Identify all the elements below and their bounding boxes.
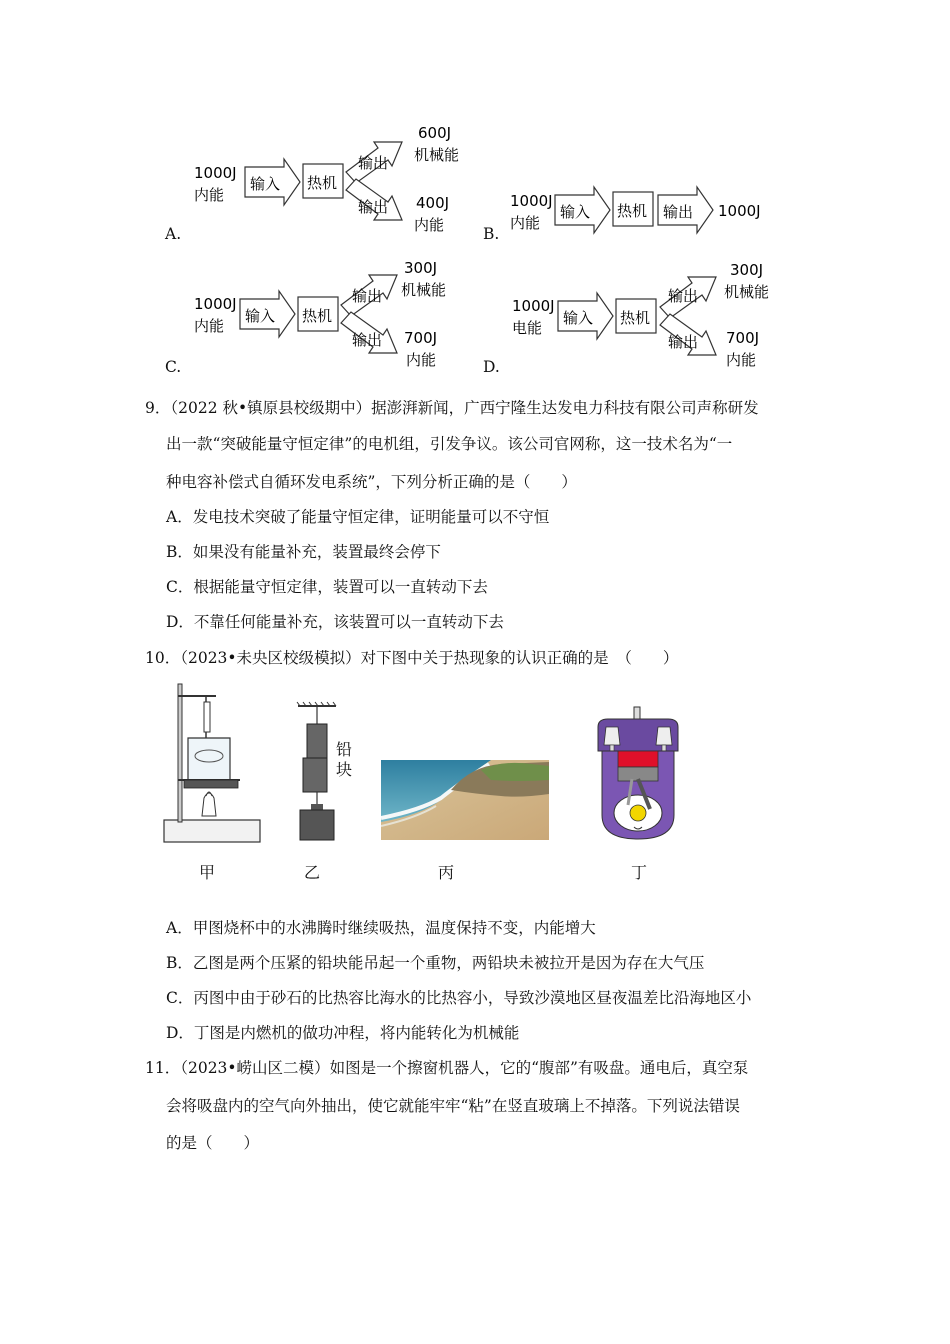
output-label-bottom: 输出 [668, 333, 699, 351]
q10-option-b: B．乙图是两个压紧的铅块能吊起一个重物，两铅块未被拉开是因为存在大气压 [166, 954, 705, 972]
option-letter-a: A. [165, 225, 182, 243]
out-bottom-type: 内能 [414, 216, 445, 234]
q9-option-a: A．发电技术突破了能量守恒定律，证明能量可以不守恒 [166, 508, 550, 526]
q10-line-1: 10．（2023•未央区校级模拟）对下图中关于热现象的认识正确的是 （ ） [145, 649, 679, 667]
lead-label-char-2: 块 [336, 760, 353, 779]
q9-option-b: B．如果没有能量补充，装置最终会停下 [166, 543, 441, 561]
q9-line-2: 出一款“突破能量守恒定律”的电机组，引发争议。该公司官网称，这一技术名为“一 [166, 435, 733, 453]
diagram-b [500, 180, 780, 245]
output-label-top: 输出 [668, 287, 699, 305]
out-bottom-value: 700J [404, 329, 438, 347]
figure-ding-engine [588, 705, 688, 845]
energy-flow-d-graphic [500, 255, 800, 380]
diagram-d [500, 255, 800, 380]
input-type: 电能 [512, 319, 543, 337]
q11-line-1: 11．（2023•崂山区二模）如图是一个擦窗机器人，它的“腹部”有吸盘。通电后，真空泵 [145, 1059, 749, 1077]
lead-label-char-1: 铅 [336, 740, 353, 759]
energy-flow-c-graphic [160, 255, 480, 380]
q11-line-2: 会将吸盘内的空气向外抽出，使它就能牢牢“粘”在竖直玻璃上不掉落。下列说法错误 [166, 1097, 740, 1115]
energy-flow-a-graphic [160, 120, 480, 245]
output-label-bottom: 输出 [358, 198, 389, 216]
out-bottom-value: 400J [416, 194, 450, 212]
out-top-type: 机械能 [414, 146, 460, 164]
input-label: 输入 [563, 309, 594, 327]
input-label: 输入 [250, 175, 281, 193]
option-letter-d: D. [483, 358, 500, 376]
q10-option-a: A．甲图烧杯中的水沸腾时继续吸热，温度保持不变，内能增大 [166, 919, 596, 937]
input-value: 1000J [194, 295, 237, 313]
input-value: 1000J [510, 192, 553, 210]
input-type: 内能 [194, 186, 225, 204]
input-label: 输入 [245, 307, 276, 325]
lead-label [336, 740, 352, 780]
engine-label: 热机 [617, 202, 648, 220]
out-bottom-type: 内能 [406, 351, 437, 369]
caption-yi: 乙 [304, 863, 321, 882]
out-top-value: 600J [418, 124, 452, 142]
engine-label: 热机 [307, 174, 338, 192]
output-label-top: 输出 [358, 154, 389, 172]
out-value: 1000J [718, 202, 761, 220]
out-top-type: 机械能 [401, 281, 447, 299]
figure-bing-beach-photo [381, 760, 549, 840]
q9-line-3: 种电容补偿式自循环发电系统”，下列分析正确的是（ ） [166, 473, 577, 491]
output-label: 输出 [663, 203, 694, 221]
diagram-a [160, 120, 480, 245]
output-label-top: 输出 [352, 287, 383, 305]
diagram-c [160, 255, 480, 380]
q9-line-1: 9．（2022 秋•镇原县校级期中）据澎湃新闻，广西宁隆生达发电力科技有限公司声称研发 [145, 399, 759, 417]
option-letter-b: B. [483, 225, 500, 243]
out-top-value: 300J [404, 259, 438, 277]
energy-flow-b-graphic [500, 180, 780, 245]
caption-bing: 丙 [438, 863, 455, 882]
input-value: 1000J [194, 164, 237, 182]
figure-jia-boiling-water [160, 680, 270, 850]
q10-option-c: C．丙图中由于砂石的比热容比海水的比热容小，导致沙漠地区昼夜温差比沿海地区小 [166, 989, 752, 1007]
engine-label: 热机 [302, 307, 333, 325]
input-value: 1000J [512, 297, 555, 315]
input-type: 内能 [510, 214, 541, 232]
option-letter-c: C. [165, 358, 182, 376]
out-bottom-value: 700J [726, 329, 760, 347]
out-top-value: 300J [730, 261, 764, 279]
q9-option-c: C．根据能量守恒定律，装置可以一直转动下去 [166, 578, 488, 596]
caption-jia: 甲 [199, 863, 216, 882]
output-label-bottom: 输出 [352, 331, 383, 349]
q9-option-d: D．不靠任何能量补充，该装置可以一直转动下去 [166, 613, 504, 631]
caption-ding: 丁 [631, 863, 648, 882]
q11-line-3: 的是（ ） [166, 1134, 260, 1152]
out-top-type: 机械能 [724, 283, 770, 301]
engine-label: 热机 [620, 309, 651, 327]
input-label: 输入 [560, 203, 591, 221]
input-type: 内能 [194, 317, 225, 335]
out-bottom-type: 内能 [726, 351, 757, 369]
q10-option-d: D．丁图是内燃机的做功冲程，将内能转化为机械能 [166, 1024, 520, 1042]
